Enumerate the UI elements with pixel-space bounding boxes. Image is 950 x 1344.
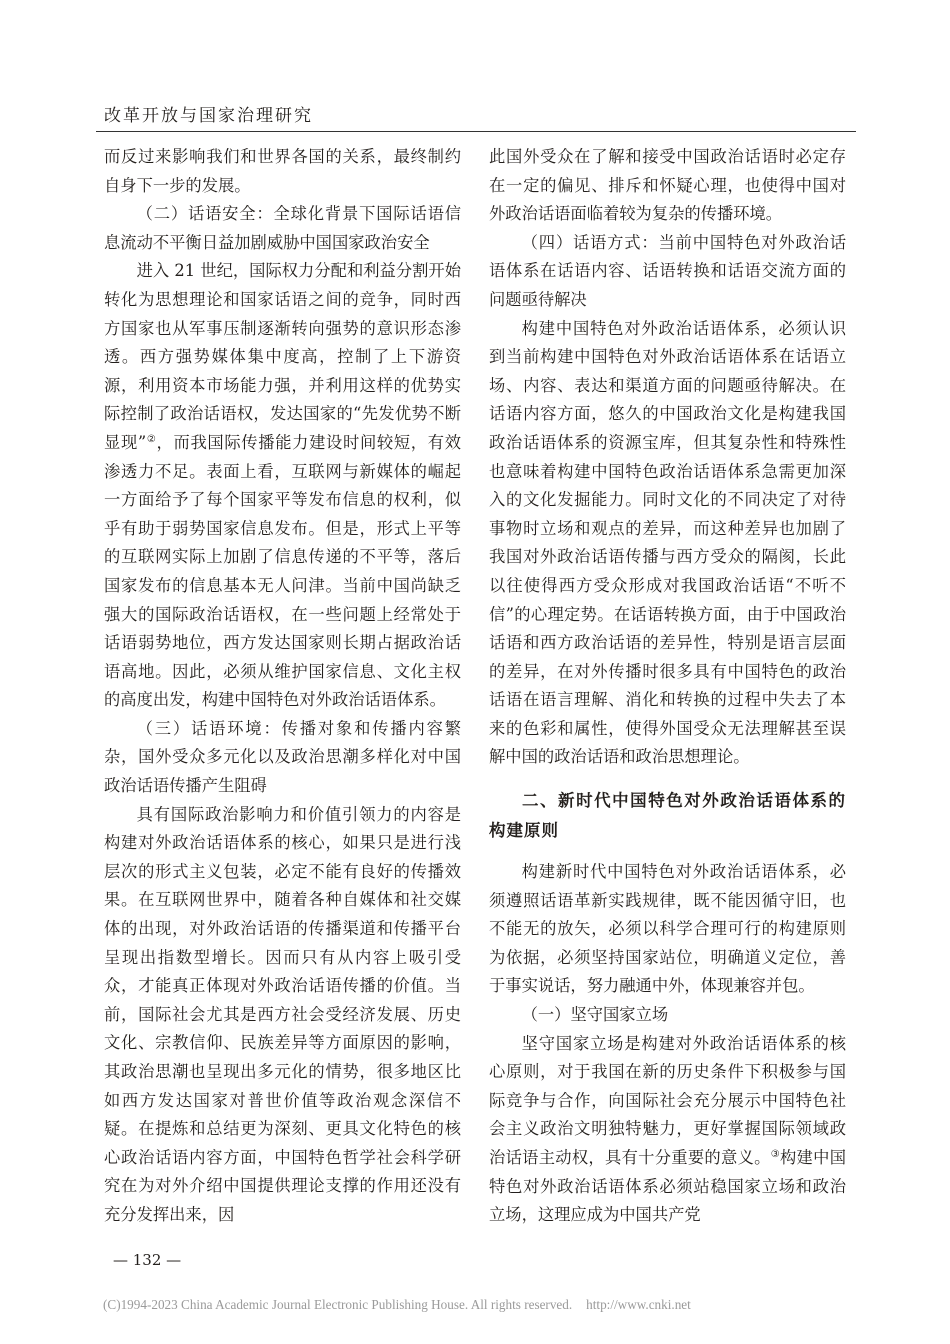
paragraph-continued: 而反过来影响我们和世界各国的关系，最终制约自身下一步的发展。: [104, 147, 461, 195]
paragraph: [104, 257, 461, 715]
paragraph: 构建中国特色对外政治话语体系，必须认识到当前构建中国特色对外政治话语体系在话语立场、内容、表达和渠道方面的问题亟待解决。在话语内容方面，悠久的中国政治文化是构建我国政治话语体系的资源宝库，但其复杂性和特殊性也意味着构建中国特色政治话语体系急需更加深入的文化发掘能力。同时文化的不同决定了对待事物时立场和观点的差异，而这种差异也加剧了我国对外政治话语传播与西方受众的隔阂，长此以往使得西方受众形成对我国政治话语“不听不信”的心理定势。在话语转换方面，由于中国政治话语和西方政治话语的差异性，特别是语言层面的差异，在对外传播时很多具有中国特色的政治话语在语言理解、消化和转换的过程中失去了本来的色彩和属性，使得外国受众无法理解甚至误解中国的政治话语和政治思想理论。: [489, 318, 846, 767]
paragraph-text: 坚守国家立场是构建对外政治话语体系的核心原则，对于我国在新的历史条件下积极参与国际竞争与合作，向国际社会充分展示中国特色社会主义政治文明独特魅力，更好掌握国际领域政治话语主动权，具有十分重要的意义。: [489, 1033, 846, 1167]
paragraph: [489, 1030, 846, 1230]
subheading-national-position: （一）坚守国家立场: [521, 1005, 669, 1025]
subheading-discourse-environment: （三）话语环境：传播对象和传播内容繁杂，国外受众多元化以及政治思潮多样化对中国政治话语传播产生阻碍: [104, 718, 461, 796]
running-title: 改革开放与国家治理研究: [104, 106, 313, 126]
copyright-footer: [103, 1297, 691, 1313]
paragraph-continued: 此国外受众在了解和接受中国政治话语时必定存在一定的偏见、排斥和怀疑心理，也使得中国对外政治话语面临着较为复杂的传播环境。: [489, 147, 846, 224]
subheading-discourse-mode: （四）话语方式：当前中国特色对外政治话语体系在话语内容、话语转换和话语交流方面的问题亟待解决: [489, 232, 846, 309]
footnote-marker[interactable]: ③: [770, 1149, 780, 1160]
right-column: [489, 143, 846, 1230]
paragraph: 构建新时代中国特色对外政治话语体系，必须遵照话语革新实践规律，既不能因循守旧，也不能无的放矢，必须以科学合理可行的构建原则为依据，必须坚持国家站位，明确道义定位，善于事实说话，努力融通中外，体现兼容并包。: [489, 862, 846, 996]
footnote-marker[interactable]: ②: [146, 433, 157, 445]
left-column: [104, 143, 461, 1230]
page-number: — 132 —: [113, 1251, 182, 1269]
paragraph-text: 构建中国特色对外政治话语体系必须站稳国家立场和政治立场，这理应成为中国共产党: [489, 1148, 846, 1225]
footer-url[interactable]: http://www.cnki.net: [586, 1297, 691, 1312]
paragraph-text: ，而我国际传播能力建设时间较短，有效渗透力不足。表面上看，互联网与新媒体的崛起一方面给予了每个国家平等发布信息的权利，似乎有助于弱势国家信息发布。但是，形式上平等的互联网实际上加剧了信息传递的不平等，落后国家发布的信息基本无人问津。当前中国尚缺乏强大的国际政治话语权，在一些问题上经常处于话语弱势地位，西方发达国家则长期占据政治话语高地。因此，必须从维护国家信息、文化主权的高度出发，构建中国特色对外政治话语体系。: [104, 432, 461, 710]
section-heading: 二、新时代中国特色对外政治话语体系的构建原则: [489, 791, 846, 841]
header-rule: [96, 131, 856, 132]
copyright-text: (C)1994-2023 China Academic Journal Electronic Publishing House. All rights reserved.: [103, 1297, 573, 1312]
paragraph: 具有国际政治影响力和价值引领力的内容是构建对外政治话语体系的核心，如果只是进行浅层次的形式主义包装，必定不能有良好的传播效果。在互联网世界中，随着各种自媒体和社交媒体的出现，对外政治话语的传播渠道和传播平台呈现出指数型增长。因而只有从内容上吸引受众，才能真正体现对外政治话语传播的价值。当前，国际社会尤其是西方社会受经济发展、历史文化、宗教信仰、民族差异等方面原因的影响，其政治思潮也呈现出多元化的情势，很多地区比如西方发达国家对普世价值等政治观念深信不疑。在提炼和总结更为深刻、更具文化特色的核心政治话语内容方面，中国特色哲学社会科学研究在为对外介绍中国提供理论支撑的作用还没有充分发挥出来，因: [104, 804, 461, 1224]
paragraph-text: 进入 21 世纪，国际权力分配和利益分割开始转化为思想理论和国家话语之间的竞争，同时西方国家也从军事压制逐渐转向强势的意识形态渗透。西方强势媒体集中度高，控制了上下游资源，利用资本市场能力强，并利用这样的优势实际控制了政治话语权，发达国家的“先发优势不断显现”: [104, 261, 461, 452]
subheading-discourse-security: （二）话语安全：全球化背景下国际话语信息流动不平衡日益加剧威胁中国国家政治安全: [104, 204, 461, 252]
